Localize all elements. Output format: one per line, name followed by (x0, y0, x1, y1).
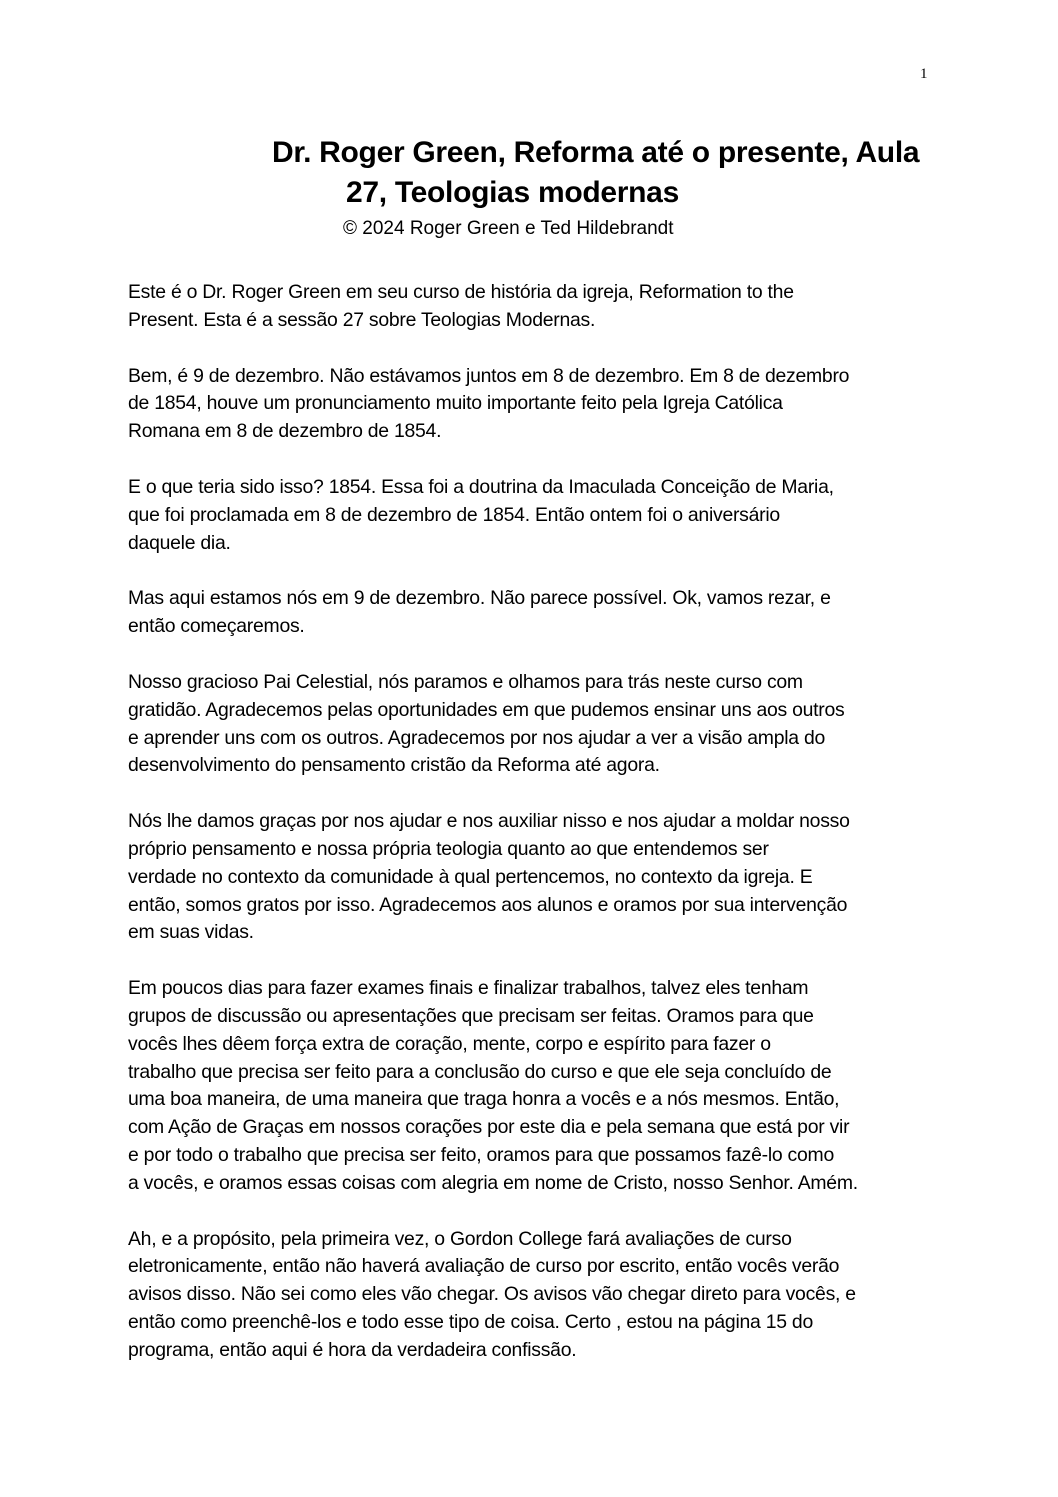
body-text (128, 279, 936, 1393)
paragraph-2: Bem, é 9 de dezembro. Não estávamos juntos em 8 de dezembro. Em 8 de dezembro de 1854, houve um pronunciamento muito importante feito pela Igreja Católica Romana em 8 de dezembro de 1854. (128, 364, 850, 443)
paragraph-1: Este é o Dr. Roger Green em seu curso de história da igreja, Reformation to the Present. Esta é a sessão 27 sobre Teologias Modernas. (128, 281, 794, 331)
paragraph-4: Mas aqui estamos nós em 9 de dezembro. Não parece possível. Ok, vamos rezar, e então começaremos. (128, 587, 831, 638)
title-line-1: Dr. Roger Green, Reforma até o presente, Aula (272, 136, 920, 169)
title-block (130, 133, 930, 241)
title-line-2: 27, Teologias modernas (346, 176, 679, 209)
paragraph-5: Nosso gracioso Pai Celestial, nós paramos e olhamos para trás neste curso com gratidão. Agradecemos pelas oportunidades em que pudemos ensinar uns aos outros e aprender uns com os outros. Agradecemos por nos ajudar a ver a visão ampla do desenvolvimento do pensamento cristão da Reforma até agora. (128, 670, 845, 777)
document-title (130, 133, 930, 213)
paragraph-7: Em poucos dias para fazer exames finais e finalizar trabalhos, talvez eles tenham grupos de discussão ou apresentações que precisam ser feitas. Oramos para que vocês lhes dêem força extra de coração, mente, corpo e espírito para fazer o trabalho que precisa ser feito para a conclusão do curso e que ele seja concluído de uma boa maneira, de uma maneira que traga honra a vocês e a nós mesmos. Então, com Ação de Graças em nossos corações por este dia e pela semana que está por vir e por todo o trabalho que precisa ser feito, oramos para que possamos fazê-lo como a vocês, e oramos essas coisas com alegria em nome de Cristo, nosso Senhor. Amém. (128, 977, 858, 1194)
paragraph-6: Nós lhe damos graças por nos ajudar e nos auxiliar nisso e nos ajudar a moldar nosso próprio pensamento e nossa própria teologia quanto ao que entendemos ser verdade no contexto da comunidade à qual pertencemos, no contexto da igreja. E então, somos gratos por isso. Agradecemos aos alunos e oramos por sua intervenção em suas vidas. (128, 810, 850, 944)
page-number: 1 (920, 66, 928, 82)
paragraph-8: Ah, e a propósito, pela primeira vez, o Gordon College fará avaliações de curso eletronicamente, então não haverá avaliação de curso por escrito, então vocês verão avisos disso. Não sei como eles vão chegar. Os avisos vão chegar direto para vocês, e então como preenchê-los e todo esse tipo de coisa. Certo , estou na página 15 do programa, então aqui é hora da verdadeira confissão. (128, 1227, 856, 1361)
paragraph-3: E o que teria sido isso? 1854. Essa foi a doutrina da Imaculada Conceição de Maria, que foi proclamada em 8 de dezembro de 1854. Então ontem foi o aniversário daquele dia. (128, 475, 834, 554)
copyright-line: © 2024 Roger Green e Ted Hildebrandt (343, 218, 674, 239)
